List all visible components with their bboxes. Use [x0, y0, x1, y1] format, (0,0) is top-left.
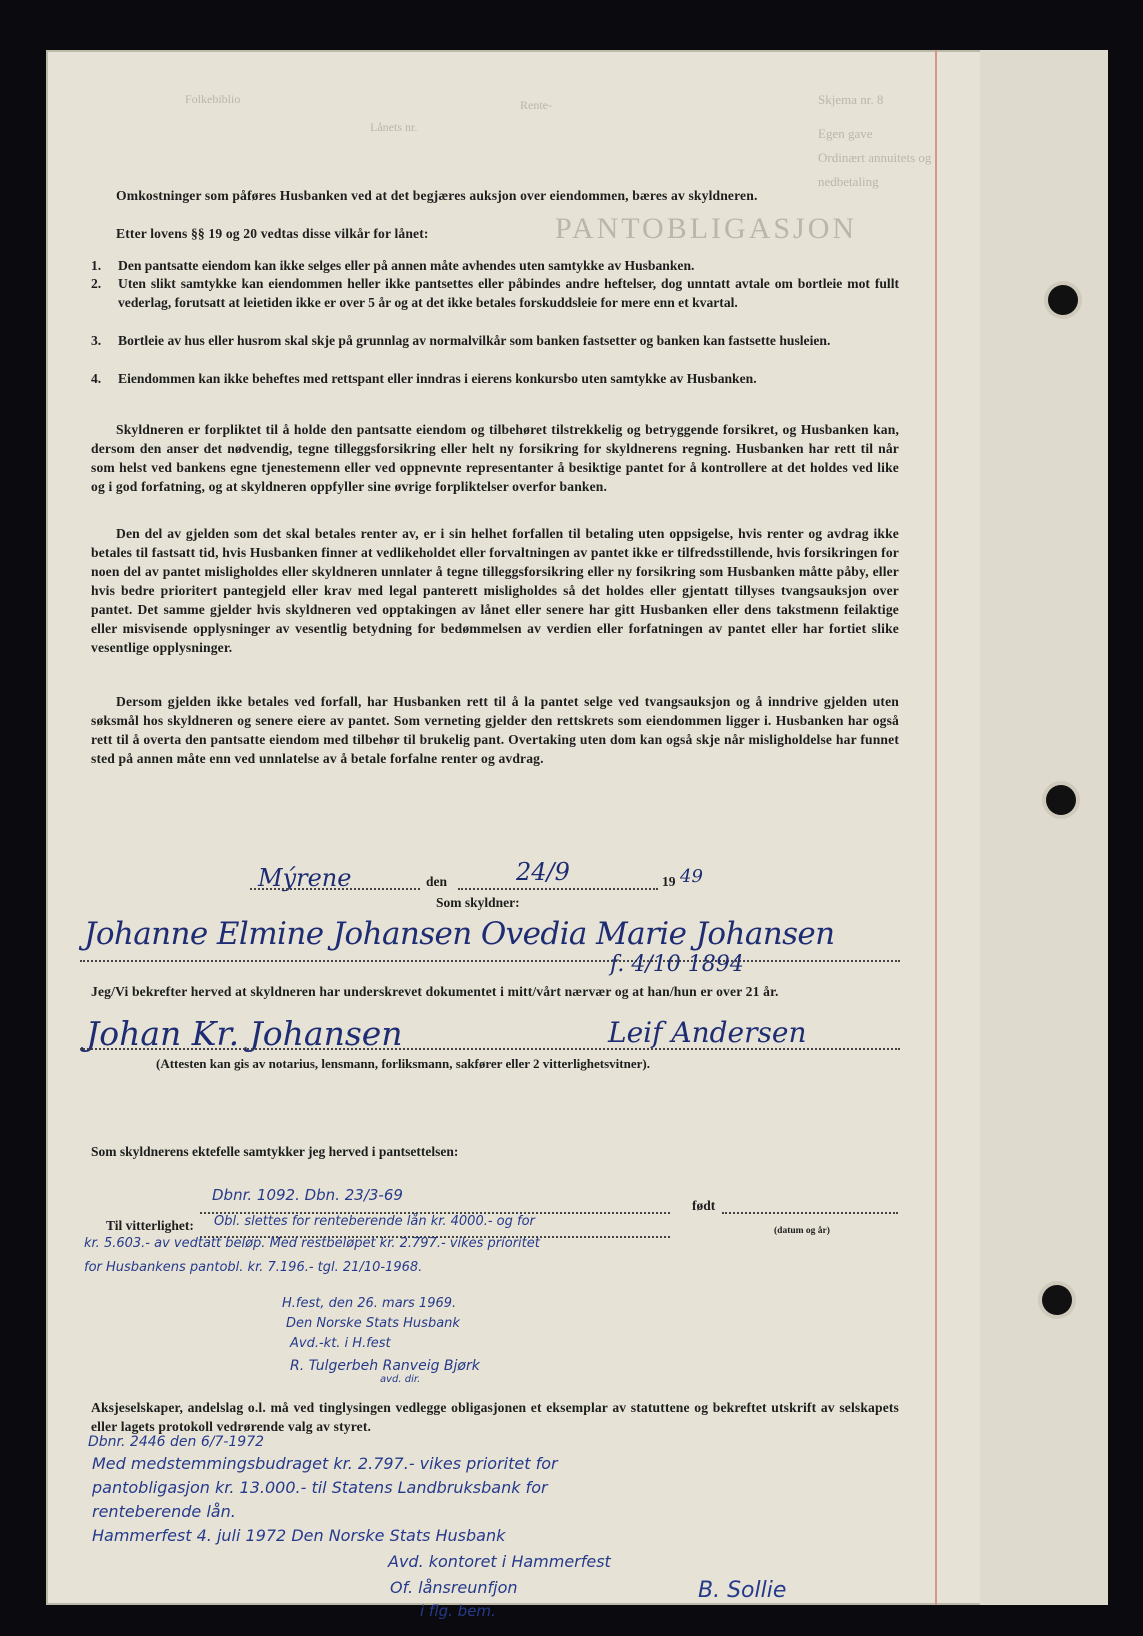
year-handwritten: 49 — [680, 866, 703, 887]
condition-3 — [91, 331, 899, 350]
dagbok-note: Dbnr. 1092. Dbn. 23/3-69 — [212, 1186, 403, 1204]
condition-number: 3. — [91, 333, 102, 348]
ghost-text: Skjema nr. 8 — [818, 92, 884, 107]
stamp-signatures: R. Tulgerbeh Ranveig Bjørk — [290, 1358, 480, 1374]
date-line — [458, 888, 658, 890]
condition-number: 2. — [91, 276, 102, 291]
ghost-text: Folkebiblio — [185, 92, 241, 106]
witness-confirmation: Jeg/Vi bekrefter herved at skyldneren har underskrevet dokumentet i mitt/vårt nærvær og at han/hun er over 21 år. — [91, 984, 779, 999]
ghost-text: Lånets nr. — [370, 120, 418, 134]
company-note: Aksjeselskaper, andelslag o.l. må ved tinglysingen vedlegge obligasjonen et eksemplar av statuttene og bekreftet utskrift av selskapets eller lagets protokoll vedrørende valg av styret. — [91, 1400, 899, 1434]
ghost-text: Rente- — [520, 98, 552, 112]
place-handwritten: Mýrene — [258, 864, 352, 892]
release-note: Obl. slettes for renteberende lån kr. 4000.- og for — [214, 1214, 535, 1229]
bottom-note: Of. lånsreunfjon — [390, 1578, 518, 1597]
bottom-note: Dbnr. 2446 den 6/7-1972 — [88, 1434, 265, 1450]
insurance-paragraph: Skyldneren er forpliktet til å holde den pantsatte eiendom og tilbehøret tilstrekkelig og betryggende forsikret, og Husbanken kan, dersom den anser det nødvendig, tegne tilleggsforsikring eller helt ny forsikring for skyldnerens regning. Husbanken har rett til når som helst ved bankens egne tjenestemenn eller ved oppnevnte representanter å besiktige pantet for å kontrollere at det holdes ved like og i god forfatning, og at skyldneren oppfyller sine øvrige forpliktelser overfor banken. — [91, 422, 899, 494]
debtor-label: Som skyldner: — [436, 895, 520, 910]
witness-signature-1: Johan Kr. Johansen — [86, 1014, 403, 1053]
datum-label: (datum og år) — [774, 1226, 830, 1236]
enforcement-paragraph: Dersom gjelden ikke betales ved forfall, har Husbanken rett til å la pantet selge ved tvangsauksjon og å inndrive gjelden uten søksmål hos skyldneren og senere eiere av pantet. Som verneting gjelder den rettskrets som eiendommen ligger i. Husbanken har også rett til å overta den pantsatte eiendom med tilbehør til brukelig pant. Overtaking uten dom kan også skje når misligholdelse har funnet sted på annen måte enn ved unnlatelse av å betale forfalne renter og avdrag. — [91, 694, 899, 766]
page-right-edge — [980, 50, 1108, 1605]
condition-number: 1. — [91, 258, 102, 273]
stamp-title: avd. dir. — [380, 1374, 421, 1385]
punch-hole — [1046, 785, 1076, 815]
ghost-text: Ordinært annuitets og — [818, 150, 932, 165]
place-line — [250, 888, 420, 890]
fodt-label: født — [692, 1198, 716, 1213]
debtor-dob: f. 4/10 1894 — [610, 952, 744, 977]
condition-4 — [91, 369, 899, 388]
terms-intro: Etter lovens §§ 19 og 20 vedtas disse vilkår for lånet: — [116, 226, 429, 241]
condition-text: Bortleie av hus eller husrom skal skje på grunnlag av normalvilkår som banken fastsetter og banken kan fastsette husleien. — [118, 333, 831, 348]
condition-1 — [91, 256, 899, 275]
ghost-text: nedbetaling — [818, 174, 879, 189]
bottom-note: i flg. bem. — [420, 1602, 496, 1620]
stamp-text: Avd.-kt. i H.fest — [290, 1336, 391, 1351]
stamp-text: Den Norske Stats Husbank — [286, 1316, 460, 1331]
ghost-text: Egen gave — [818, 126, 873, 141]
date-handwritten: 24/9 — [516, 858, 570, 886]
bottom-note: Med medstemmingsbudraget kr. 2.797.- vikes prioritet for — [92, 1454, 558, 1473]
bottom-note: Avd. kontoret i Hammerfest — [388, 1552, 611, 1571]
debtor-line — [80, 960, 900, 962]
condition-text: Uten slikt samtykke kan eiendommen heller ikke pantsettes eller påbindes andre heftelser, dog unntatt avtale om bortleie mot fullt vederlag, forutsatt at leietiden ikke er over 5 år og at det ikke betales forskuddsleie for mere enn et kvartal. — [118, 276, 899, 310]
release-note: kr. 5.603.- av vedtatt beløp. Med restbeløpet kr. 2.797.- vikes prioritet — [84, 1236, 540, 1251]
condition-2 — [91, 274, 899, 312]
costs-paragraph: Omkostninger som påføres Husbanken ved at det begjæres auksjon over eiendommen, bæres av skyldneren. — [116, 188, 758, 203]
attest-note: (Attesten kan gis av notarius, lensmann, forliksmann, sakfører eller 2 vitterlighetsvitner). — [156, 1056, 650, 1071]
bottom-note: Hammerfest 4. juli 1972 Den Norske Stats Husbank — [92, 1526, 506, 1545]
punch-hole — [1048, 285, 1078, 315]
witness-label: Til vitterlighet: — [106, 1218, 194, 1233]
condition-number: 4. — [91, 371, 102, 386]
fodt-line — [722, 1212, 898, 1214]
witness-line — [80, 1048, 900, 1050]
default-paragraph: Den del av gjelden som det skal betales renter av, er i sin helhet forfallen til betaling uten oppsigelse, hvis renter og avdrag ikke betales til fastsatt tid, hvis Husbanken finner at vedlikeholdet eller forvaltningen av pantet ikke er tilfredsstillende, hvis forsikringen for noen del av pantet misligholdes eller skyldneren unnlater å tegne tilleggsforsikring eller ny forsikring som Husbanken måtte påby, eller hvis bedre prioritert pantegjeld eller krav med legal panterett misligholdes så det holdes eller gjentatt tillyses tvangsauksjon over pantet. Det samme gjelder hvis skyldneren ved opptakingen av lånet eller senere har gitt Husbanken eller dens takstmenn feilaktige eller misvisende opplysninger av vesentlig betydning for bedømmelsen av verdien eller forfatningen av pantet eller har fortiet slike vesentlige opplysninger. — [91, 526, 899, 655]
release-note: for Husbankens pantobl. kr. 7.196.- tgl. 21/10-1968. — [84, 1260, 423, 1275]
debtor-signature: Johanne Elmine Johansen Ovedia Marie Johansen — [84, 916, 835, 952]
year-prefix: 19 — [662, 874, 676, 889]
bottom-note: pantobligasjon kr. 13.000.- til Statens Landbruksbank for — [92, 1478, 548, 1497]
den-label: den — [426, 874, 448, 889]
stamp-text: H.fest, den 26. mars 1969. — [282, 1296, 457, 1311]
ghost-text: PANTOBLIGASJON — [555, 212, 858, 245]
witness-signature-2: Leif Andersen — [608, 1016, 807, 1049]
spouse-consent: Som skyldnerens ektefelle samtykker jeg herved i pantsettelsen: — [91, 1144, 459, 1159]
margin-line — [935, 50, 937, 1605]
bottom-signature: B. Sollie — [698, 1578, 787, 1603]
punch-hole — [1042, 1285, 1072, 1315]
condition-text: Eiendommen kan ikke beheftes med rettspant eller inndras i eierens konkursbo uten samtykke av Husbanken. — [118, 371, 757, 386]
bottom-note: renteberende lån. — [92, 1502, 236, 1521]
condition-text: Den pantsatte eiendom kan ikke selges eller på annen måte avhendes uten samtykke av Husbanken. — [118, 258, 695, 273]
